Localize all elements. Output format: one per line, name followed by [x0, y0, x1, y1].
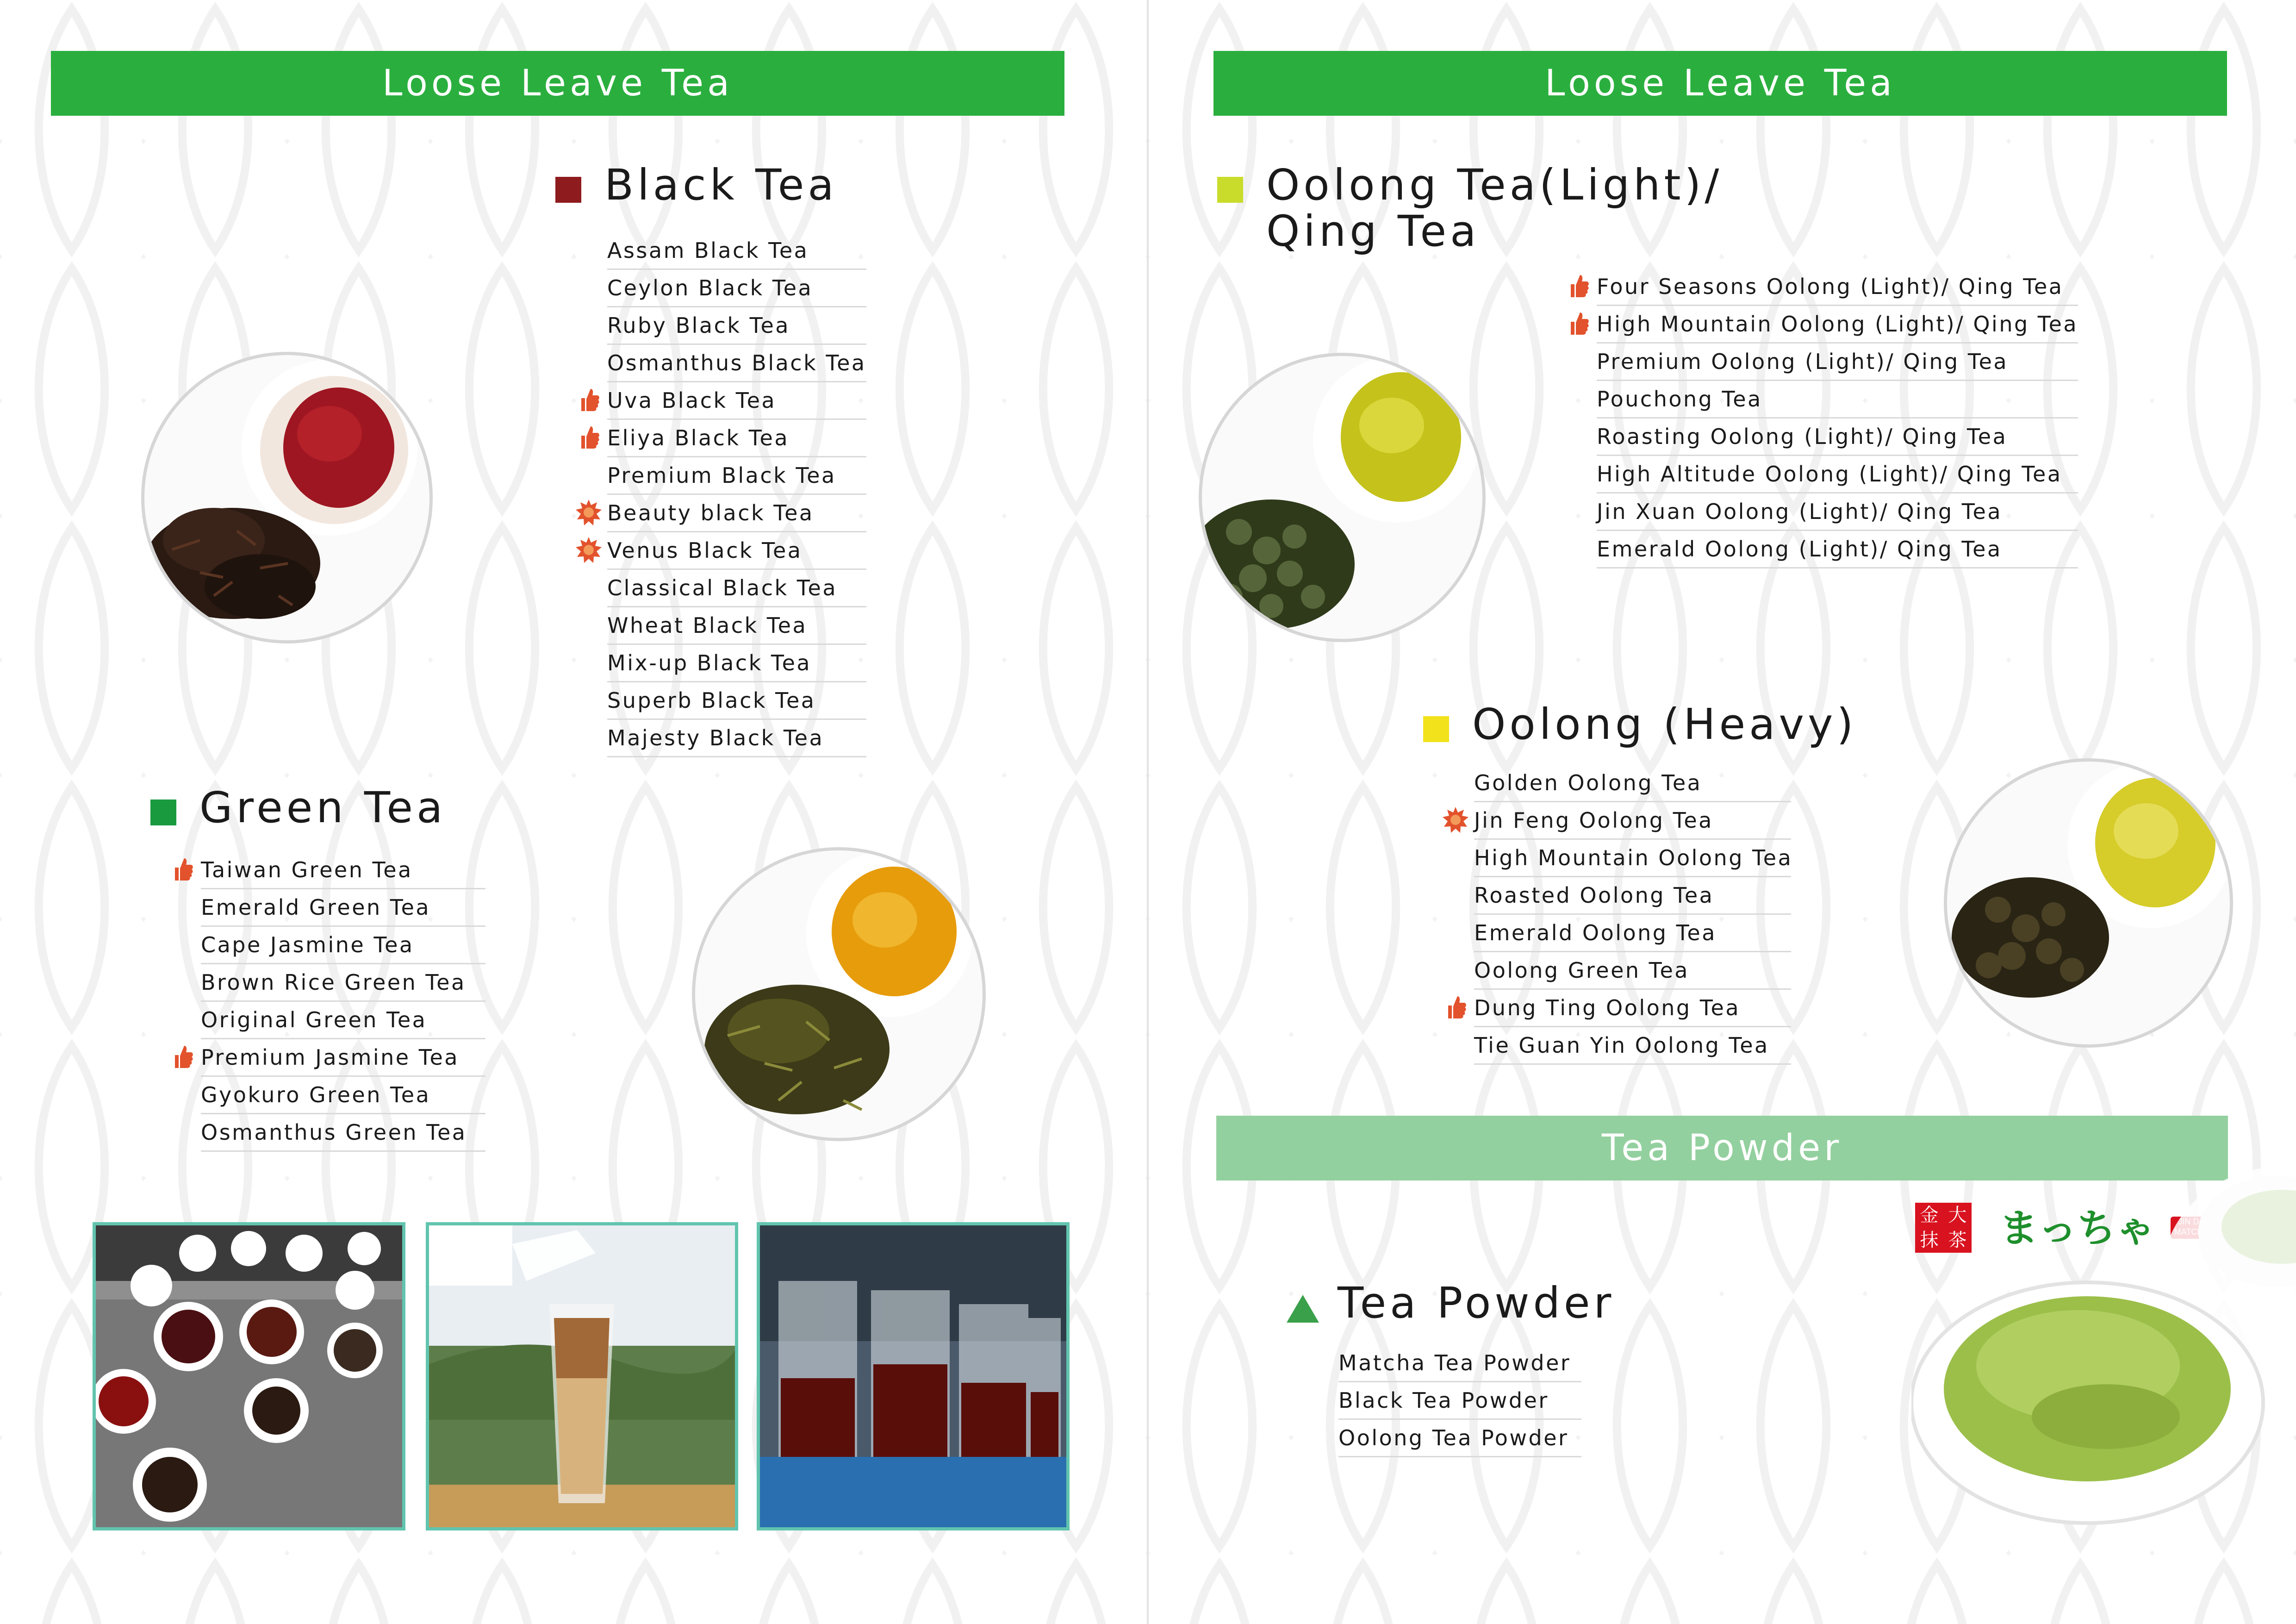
- list-item-label: Classical Black Tea: [607, 575, 838, 600]
- list-item: [1597, 531, 2078, 568]
- list-item-label: Golden Oolong Tea: [1474, 770, 1702, 795]
- list-item-label: Premium Oolong (Light)/ Qing Tea: [1597, 349, 2009, 374]
- list-item-label: Majesty Black Tea: [607, 725, 824, 750]
- list-item: [201, 927, 485, 964]
- square-bullet-icon: [150, 800, 176, 825]
- list-item: [201, 1002, 485, 1039]
- list-item: [607, 532, 866, 570]
- list-item-label: Ruby Black Tea: [607, 313, 790, 338]
- list-item-label: High Altitude Oolong (Light)/ Qing Tea: [1597, 462, 2062, 487]
- list-item: [607, 607, 866, 645]
- thumbs-up-icon: [168, 1043, 196, 1071]
- list-item-label: Oolong Tea Powder: [1338, 1425, 1569, 1450]
- oolong-light-title-line2: Qing Tea: [1266, 206, 1480, 256]
- list-item: [1474, 877, 1791, 915]
- list-item: [607, 232, 866, 270]
- oolong-light-title-line1: Oolong Tea(Light)/: [1266, 160, 1723, 210]
- oolong-heavy-list: [1474, 765, 1791, 1065]
- list-item: [201, 1114, 485, 1152]
- list-item: [1597, 493, 2078, 531]
- list-item: [201, 1039, 485, 1077]
- square-bullet-icon: [1217, 177, 1243, 203]
- black-tea-photo-circle: [141, 352, 433, 643]
- list-item: [607, 270, 866, 307]
- list-item-label: Jin Xuan Oolong (Light)/ Qing Tea: [1597, 499, 2003, 524]
- tea-powder-title: Tea Powder: [1338, 1278, 1615, 1328]
- list-item-label: Gyokuro Green Tea: [201, 1082, 431, 1107]
- list-item-label: Original Green Tea: [201, 1007, 427, 1032]
- green-tea-heading: [150, 785, 446, 831]
- square-bullet-icon: [555, 177, 581, 203]
- list-item: [1338, 1420, 1581, 1457]
- thumbs-up-icon: [1564, 310, 1592, 337]
- list-item: [1474, 802, 1791, 840]
- seal-char: 金: [1920, 1205, 1939, 1226]
- list-item-label: Tie Guan Yin Oolong Tea: [1474, 1033, 1769, 1058]
- thumbs-up-icon: [1442, 993, 1469, 1021]
- list-item-label: Emerald Oolong (Light)/ Qing Tea: [1597, 537, 2002, 562]
- oolong-heavy-photo-circle: [1944, 758, 2233, 1048]
- tea-tasting-photo: [93, 1222, 405, 1530]
- tea-powder-list: [1338, 1345, 1581, 1457]
- list-item-label: Premium Jasmine Tea: [201, 1045, 459, 1070]
- list-item-label: Oolong Green Tea: [1474, 958, 1689, 983]
- new-badge-icon: [575, 499, 603, 526]
- black-tea-photo: [144, 355, 429, 640]
- list-item: [1474, 952, 1791, 990]
- seal-char: 茶: [1948, 1230, 1967, 1251]
- list-item-label: High Mountain Oolong Tea: [1474, 845, 1793, 870]
- list-item: [607, 457, 866, 495]
- black-tea-heading: [555, 162, 838, 208]
- list-item-label: Cape Jasmine Tea: [201, 932, 414, 957]
- list-item-label: Mix-up Black Tea: [607, 650, 812, 675]
- list-item-label: Dung Ting Oolong Tea: [1474, 995, 1741, 1020]
- thumbs-up-icon: [1564, 272, 1592, 300]
- list-item: [1474, 765, 1791, 802]
- right-banner-title: Loose Leave Tea: [1545, 62, 1896, 104]
- list-item: [201, 1077, 485, 1114]
- list-item-label: High Mountain Oolong (Light)/ Qing Tea: [1597, 312, 2078, 337]
- list-item-label: Wheat Black Tea: [607, 613, 808, 638]
- matcha-kana-logo: まっちゃ: [1999, 1206, 2155, 1251]
- triangle-bullet-icon: [1287, 1295, 1319, 1323]
- list-item-label: Beauty black Tea: [607, 500, 814, 525]
- list-item: [1597, 456, 2078, 493]
- oolong-heavy-photo: [1947, 762, 2230, 1044]
- new-badge-icon: [1442, 806, 1469, 834]
- list-item-label: Roasting Oolong (Light)/ Qing Tea: [1597, 424, 2008, 449]
- new-badge-icon: [575, 536, 603, 564]
- oolong-heavy-title: Oolong (Heavy): [1472, 700, 1857, 749]
- right-banner: [1213, 51, 2227, 116]
- list-item: [607, 682, 866, 720]
- oolong-light-photo: [1202, 356, 1482, 639]
- list-item: [1597, 344, 2078, 381]
- list-item: [1597, 269, 2078, 306]
- list-item: [607, 420, 866, 457]
- list-item-label: Emerald Green Tea: [201, 895, 431, 920]
- list-item: [1474, 840, 1791, 877]
- green-tea-list: [201, 852, 485, 1152]
- list-item-label: Osmanthus Green Tea: [201, 1120, 467, 1145]
- matcha-powder-photo: [1911, 1157, 2296, 1537]
- tea-powder-heading: [1287, 1280, 1615, 1326]
- list-item: [201, 852, 485, 889]
- list-item-label: Superb Black Tea: [607, 688, 816, 713]
- left-banner-title: Loose Leave Tea: [382, 62, 733, 104]
- list-item-label: Assam Black Tea: [607, 238, 809, 263]
- list-item-label: Emerald Oolong Tea: [1474, 920, 1717, 945]
- list-item-label: Roasted Oolong Tea: [1474, 883, 1714, 908]
- green-tea-photo-circle: [692, 847, 986, 1141]
- list-item-label: Osmanthus Black Tea: [607, 350, 866, 375]
- list-item: [607, 645, 866, 682]
- list-item-label: Brown Rice Green Tea: [201, 970, 466, 995]
- thumbs-up-icon: [575, 424, 603, 451]
- left-banner: [51, 51, 1064, 116]
- tea-powder-banner-title: Tea Powder: [1601, 1127, 1843, 1169]
- list-item-label: Uva Black Tea: [607, 388, 777, 413]
- list-item: [1474, 990, 1791, 1027]
- seal-char: 大: [1948, 1205, 1967, 1226]
- list-item-label: Black Tea Powder: [1338, 1388, 1549, 1413]
- seal-char: 抹: [1920, 1230, 1939, 1251]
- list-item-label: Matcha Tea Powder: [1338, 1350, 1571, 1375]
- oolong-light-heading: [1217, 162, 1723, 255]
- black-tea-title: Black Tea: [604, 160, 838, 210]
- list-item: [607, 720, 866, 757]
- list-item: [1597, 306, 2078, 344]
- green-tea-title: Green Tea: [199, 783, 447, 832]
- list-item: [607, 495, 866, 532]
- list-item-label: Taiwan Green Tea: [201, 857, 413, 882]
- list-item: [607, 345, 866, 382]
- thumbs-up-icon: [168, 856, 196, 883]
- oolong-light-photo-circle: [1199, 353, 1486, 642]
- list-item-label: Four Seasons Oolong (Light)/ Qing Tea: [1597, 274, 2064, 299]
- thumbs-up-icon: [575, 386, 603, 414]
- list-item: [1474, 1027, 1791, 1065]
- list-item: [1474, 915, 1791, 952]
- list-item-label: Venus Black Tea: [607, 538, 803, 563]
- green-tea-photo: [695, 850, 983, 1138]
- iced-milk-tea-photo: [426, 1222, 738, 1530]
- list-item-label: Eliya Black Tea: [607, 425, 790, 450]
- oolong-light-list: [1597, 269, 2078, 568]
- list-item-label: Pouchong Tea: [1597, 387, 1762, 412]
- list-item: [201, 889, 485, 927]
- list-item: [201, 964, 485, 1002]
- list-item-label: Ceylon Black Tea: [607, 275, 813, 300]
- oolong-heavy-heading: [1423, 701, 1857, 748]
- square-bullet-icon: [1423, 716, 1449, 742]
- measuring-cups-photo: [757, 1222, 1070, 1530]
- list-item-label: Premium Black Tea: [607, 463, 836, 488]
- list-item: [607, 382, 866, 420]
- list-item: [1597, 381, 2078, 418]
- list-item: [607, 570, 866, 607]
- list-item: [1338, 1382, 1581, 1420]
- page-fold: [1147, 0, 1149, 1624]
- black-tea-list: [607, 232, 866, 757]
- list-item: [607, 307, 866, 345]
- list-item: [1597, 418, 2078, 456]
- list-item: [1338, 1345, 1581, 1382]
- list-item-label: Jin Feng Oolong Tea: [1474, 808, 1713, 833]
